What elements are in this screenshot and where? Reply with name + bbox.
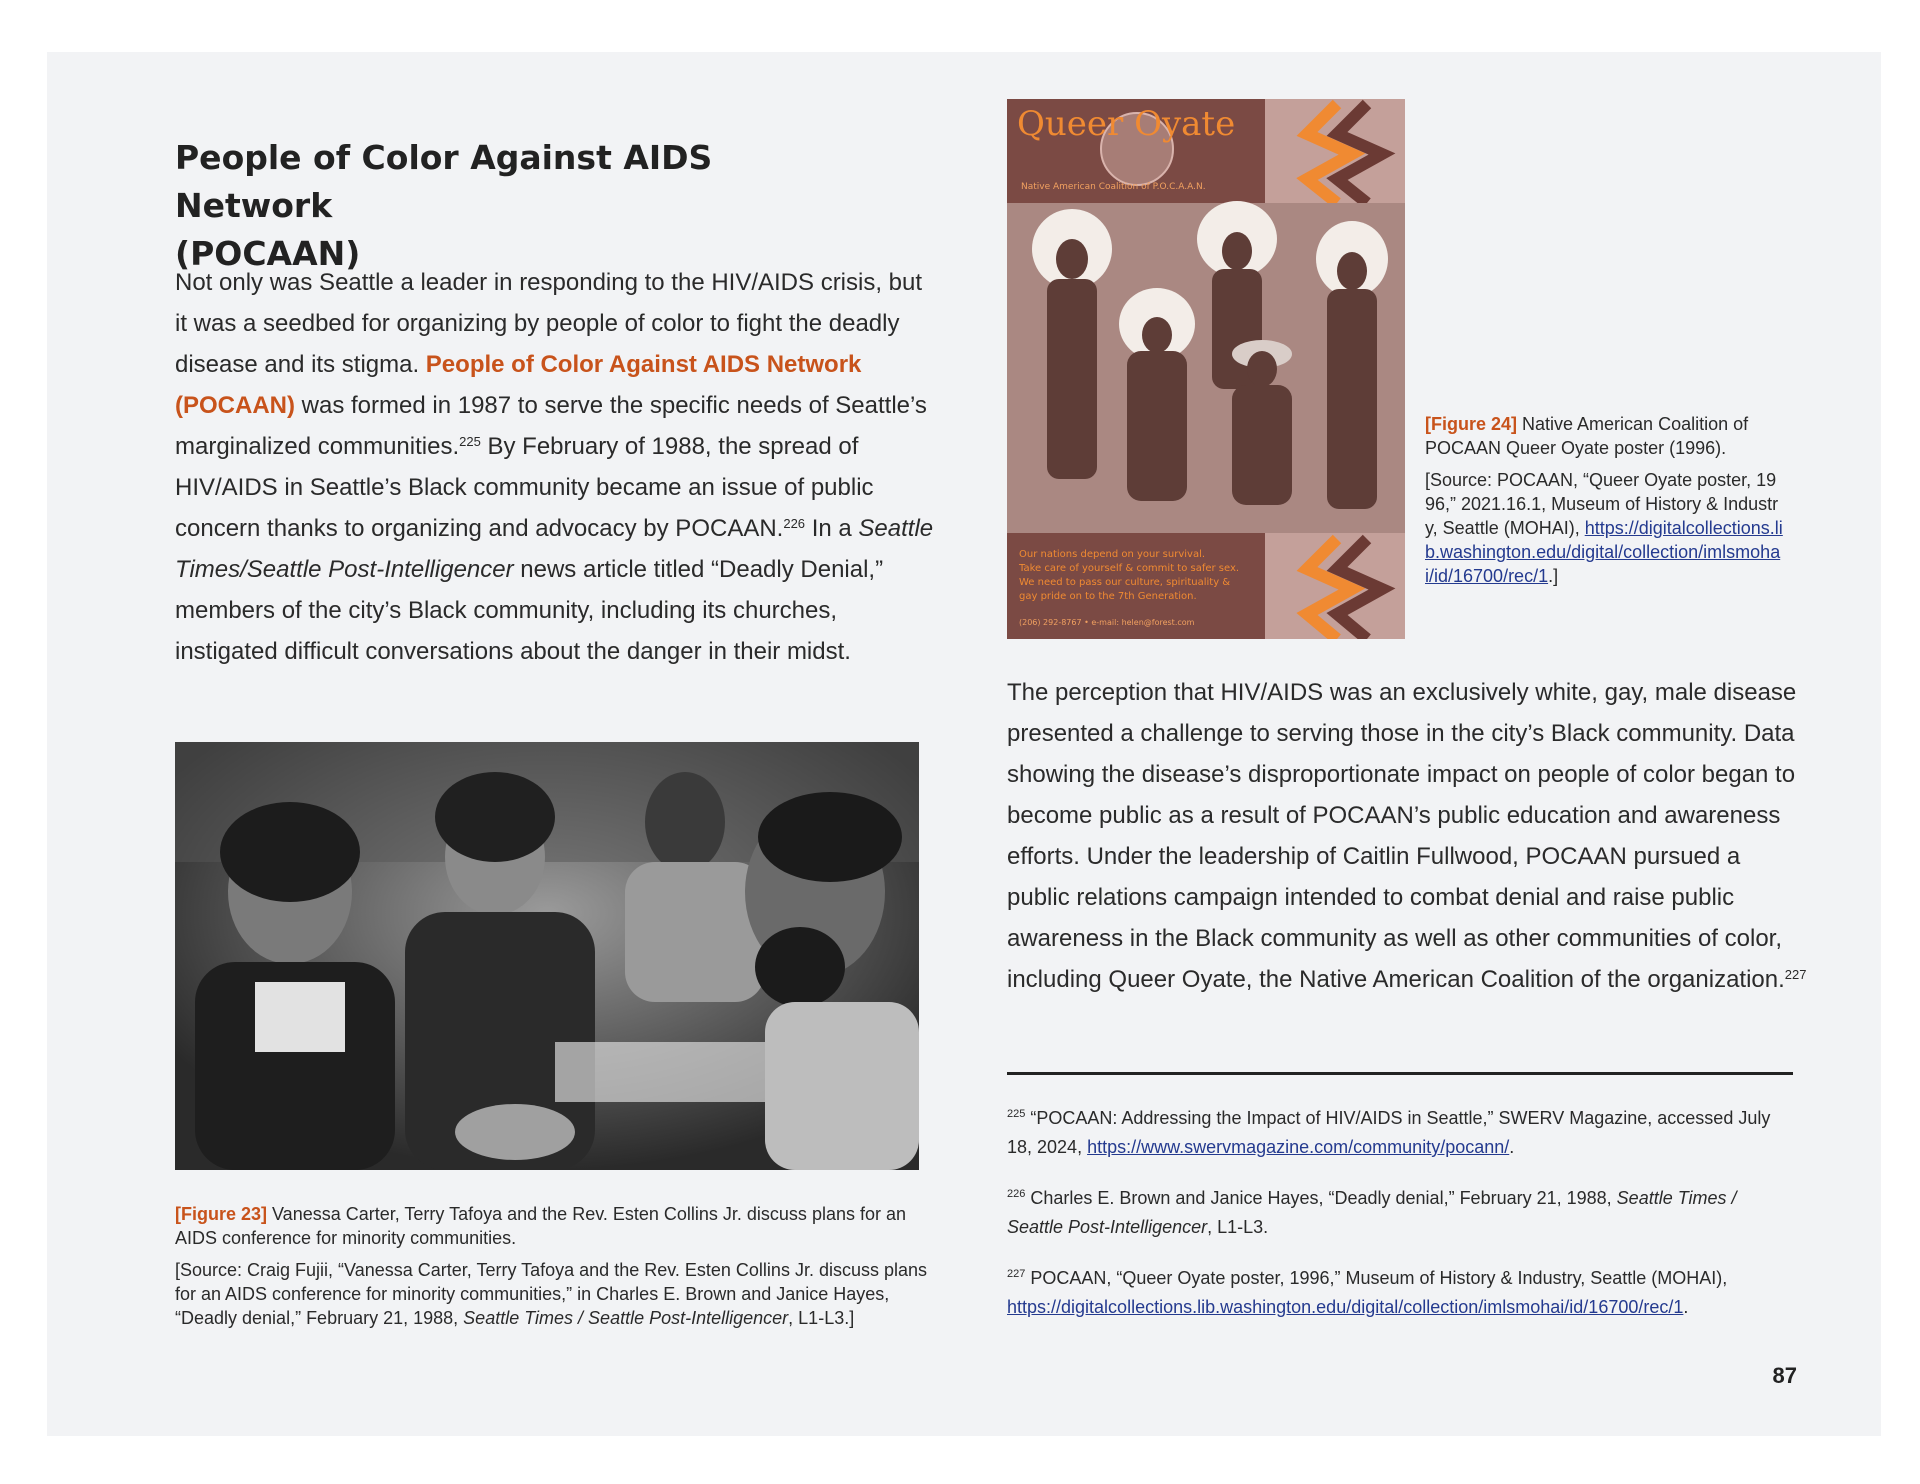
meeting-photo-illustration bbox=[175, 742, 919, 1170]
footnote-ref-225[interactable]: 225 bbox=[459, 434, 481, 449]
footnote-227-link[interactable]: https://digitalcollections.lib.washington.edu/digital/collection/imlsmohai/id/16700/rec/1 bbox=[1007, 1297, 1684, 1317]
figure-23-source: [Source: Craig Fujii, “Vanessa Carter, Terry Tafoya and the Rev. Esten Collins Jr. discuss plans for an AIDS conference for minority communities,” in Charles E. Brown and Janice Hayes, “Deadly denial,” February 21, 1988, Seattle Times / Seattle Post-Intelligencer, L1-L3.] bbox=[175, 1260, 928, 1328]
poster-line-2: Take care of yourself & commit to safer sex. bbox=[1019, 563, 1240, 574]
poster-line-4: gay pride on to the 7th Generation. bbox=[1019, 591, 1197, 602]
figure-23-photo bbox=[175, 742, 919, 1170]
footnote-225: $^{225}$ “POCAAN: Addressing the Impact of HIV/AIDS in Seattle,” SWERV Magazine, accessed July 18, 2024, https://www.swervmagazine.com/community/pocann/. bbox=[1007, 1108, 1771, 1157]
footnote-ref-226[interactable]: 226 bbox=[783, 516, 806, 531]
page-number: 87 bbox=[1772, 1363, 1797, 1388]
poster-line-3: We need to pass our culture, spirituality & bbox=[1019, 577, 1231, 588]
poster-subtitle: Native American Coalition of P.O.C.A.A.N. bbox=[1021, 182, 1206, 192]
footnotes bbox=[1007, 1104, 1797, 1344]
figure-24-poster bbox=[1007, 99, 1405, 639]
document-page bbox=[47, 52, 1881, 1436]
figure-24-source-link[interactable]: https://digitalcollections.lib.washington.edu/digital/collection/imlsmohai/id/16700/rec/1 bbox=[1425, 518, 1783, 586]
figure-24-source: [Source: POCAAN, “Queer Oyate poster, 1996,” 2021.16.1, Museum of History & Industry, Seattle (MOHAI), https://digitalcollections.lib.washington.edu/digital/collection/imlsmohai/id/16700/rec/1.] bbox=[1425, 470, 1783, 586]
footnote-ref-227[interactable]: 227 bbox=[1784, 967, 1807, 982]
intro-paragraph: Not only was Seattle a leader in responding to the HIV/AIDS crisis, but it was a seedbed for organizing by people of color to fight the deadly disease and its stigma. People of Color Against AIDS Network (POCAAN) was formed in 1987 to serve the specific needs of Seattle’s marginalized communities.$^{225}$ By February of 1988, the spread of HIV/AIDS in Seattle’s Black community became an issue of public concern thanks to organizing and advocacy by POCAAN.$^{226}$ In a Seattle Times/Seattle Post-Intelligencer news article titled “Deadly Denial,” members of the city’s Black community, including its churches, instigated difficult conversations about the danger in their midst. bbox=[175, 269, 934, 665]
poster-line-1: Our nations depend on your survival. bbox=[1019, 549, 1206, 560]
footnote-226: $^{226}$ Charles E. Brown and Janice Hayes, “Deadly denial,” February 21, 1988, Seattle Times / Seattle Post-Intelligencer, L1-L3. bbox=[1007, 1188, 1737, 1237]
queer-oyate-poster-illustration bbox=[1007, 99, 1405, 639]
perception-paragraph: The perception that HIV/AIDS was an exclusively white, gay, male disease presented a challenge to serving those in the city’s Black community. Data showing the disease’s disproportionate impact on people of color began to become public as a result of POCAAN’s public education and awareness efforts. Under the leadership of Caitlin Fullwood, POCAAN pursued a public relations campaign intended to combat denial and raise public awareness in the Black community as well as other communities of color, including Queer Oyate, the Native American Coalition of the organization.$^{227}$ bbox=[1007, 679, 1807, 993]
poster-title: Queer Oyate bbox=[1017, 104, 1236, 144]
footnote-225-link[interactable]: https://www.swervmagazine.com/community/pocann/ bbox=[1087, 1137, 1510, 1157]
figure-23-caption: [Figure 23] Vanessa Carter, Terry Tafoya and the Rev. Esten Collins Jr. discuss plans for an AIDS conference for minority communities. [Source: Craig Fujii, “Vanessa Carter, Terry Tafoya and the Rev. Esten Collins Jr. discuss plans for an AIDS conference for minority communities,” in Charles E. Brown and Janice Hayes, “Deadly denial,” February 21, 1988, Seattle Times / Seattle Post-Intelligencer, L1-L3.] bbox=[175, 1202, 935, 1330]
figure-23-label: [Figure 23] bbox=[175, 1204, 268, 1224]
poster-contact: (206) 292-8767 • e-mail: helen@forest.com bbox=[1019, 618, 1195, 627]
figure-24-caption: [Figure 24] Native American Coalition of POCAAN Queer Oyate poster (1996). [Source: POCAAN, “Queer Oyate poster, 1996,” 2021.16.1, Museum of History & Industry, Seattle (MOHAI), https://digitalcollections.lib.washington.edu/digital/collection/imlsmohai/id/16700/rec/1.] bbox=[1425, 412, 1785, 588]
footnote-227: $^{227}$ POCAAN, “Queer Oyate poster, 1996,” Museum of History & Industry, Seattle (MOHAI), https://digitalcollections.lib.washington.edu/digital/collection/imlsmohai/id/16700/rec/1. bbox=[1007, 1268, 1728, 1317]
figure-24-label: [Figure 24] bbox=[1425, 414, 1518, 434]
section-heading: People of Color Against AIDS Network (POCAAN) bbox=[175, 138, 713, 273]
pocaan-highlight: People of Color Against AIDS Network (POCAAN) bbox=[175, 351, 862, 419]
footnote-divider bbox=[1007, 1072, 1793, 1075]
